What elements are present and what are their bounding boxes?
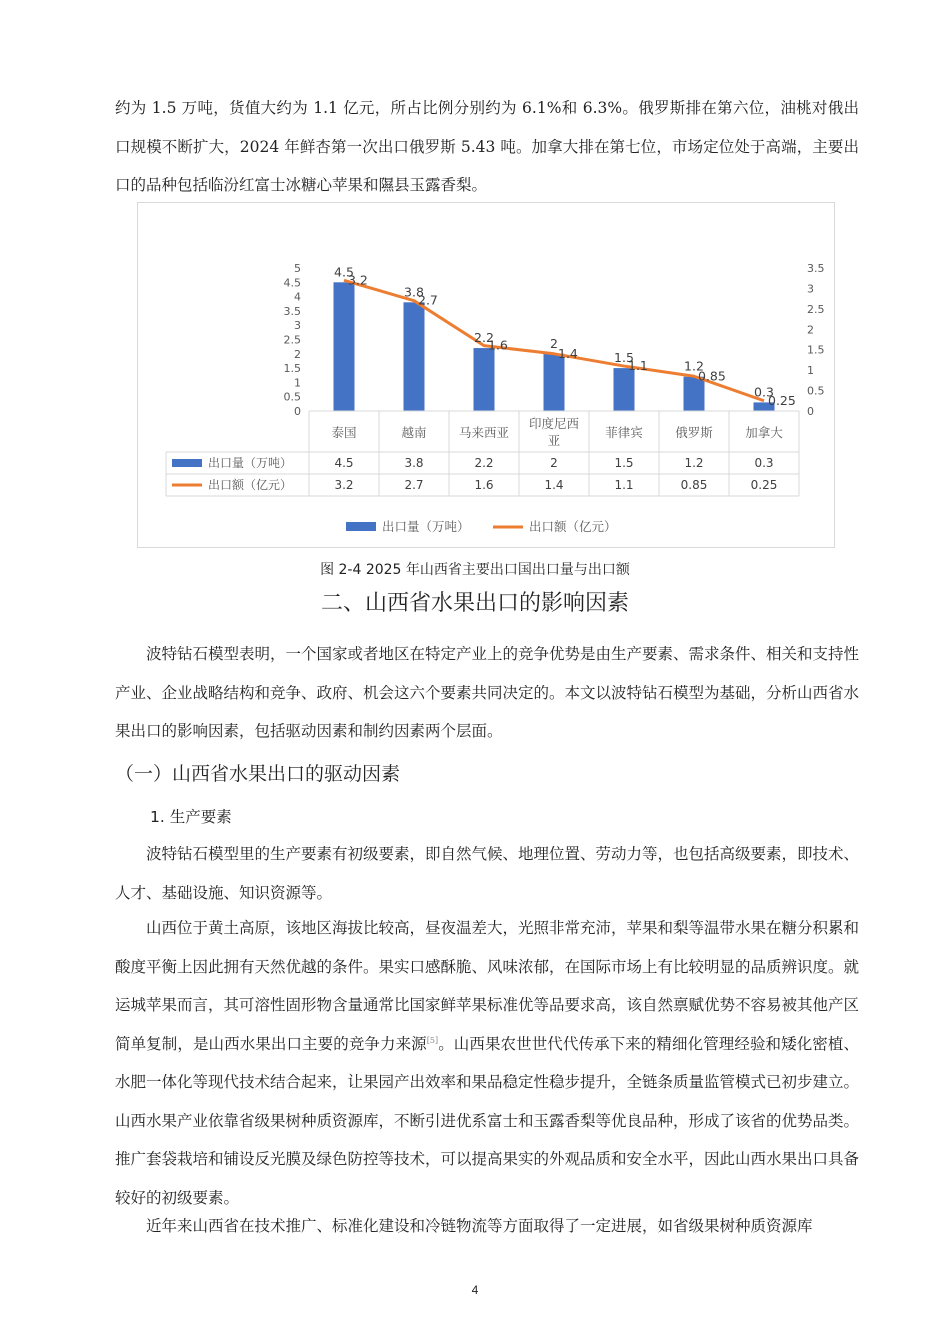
line-data-label: 0.85 <box>698 368 726 384</box>
line-data-label: 3.2 <box>348 272 368 288</box>
table-series-name: 出口量（万吨） <box>208 456 293 470</box>
left-axis-tick-label: 2 <box>294 347 301 361</box>
line-data-label: 0.25 <box>768 392 796 408</box>
table-cell: 0.25 <box>750 478 778 492</box>
table-cell: 0.3 <box>754 456 774 470</box>
intro-paragraph: 约为 1.5 万吨，货值大约为 1.1 亿元，所占比例分别约为 6.1%和 6.3%。俄罗斯排在第六位，油桃对俄出口规模不断扩大，2024 年鲜杏第一次出口俄罗斯 5.43 吨。加拿大排在第七位，市场定位处于高端，主要出口的品种包括临汾红富士冰糖心苹果和隰县玉露香梨。 <box>115 99 859 194</box>
left-axis-tick-label: 1.5 <box>283 362 301 376</box>
bar-data-label: 0.3 <box>754 384 774 400</box>
category-label: 加拿大 <box>745 425 783 440</box>
left-axis-tick-label: 3 <box>294 319 301 333</box>
table-legend-key <box>172 459 202 467</box>
bar-4 <box>614 368 635 411</box>
left-axis-tick-label: 1 <box>294 376 301 390</box>
left-axis-tick-label: 0 <box>294 405 301 418</box>
table-cell: 1.1 <box>614 478 634 492</box>
table-cell: 1.4 <box>544 478 564 492</box>
category-label: 越南 <box>401 425 427 440</box>
table-cell: 3.8 <box>404 456 424 470</box>
category-label: 马来西亚 <box>458 425 510 440</box>
bar-2 <box>474 348 495 411</box>
legend-key-bar <box>346 522 376 531</box>
bar-3 <box>544 354 565 411</box>
category-label: 菲律宾 <box>605 425 643 440</box>
line-data-label: 1.4 <box>558 345 578 361</box>
chart-container <box>137 202 835 548</box>
left-axis-tick-label: 4.5 <box>283 276 301 290</box>
table-cell: 4.5 <box>334 456 354 470</box>
bar-data-label: 2.2 <box>474 330 494 346</box>
section-title: 二、山西省水果出口的影响因素 <box>320 591 629 616</box>
export-chart <box>138 203 834 547</box>
category-label: 印度尼西 <box>528 416 580 431</box>
legend-label: 出口量（万吨） <box>382 519 470 534</box>
bar-data-label: 2 <box>550 335 558 351</box>
left-axis-tick-label: 3.5 <box>283 304 301 318</box>
table-cell: 1.2 <box>684 456 704 470</box>
line-data-label: 1.6 <box>488 337 508 353</box>
paragraph-2 <box>115 909 859 1217</box>
figure-caption: 图 2-4 2025 年山西省主要出口国出口量与出口额 <box>320 562 630 578</box>
bar-data-label: 4.5 <box>334 264 354 280</box>
category-label: 泰国 <box>331 425 357 440</box>
subsection-title: （一）山西省水果出口的驱动因素 <box>115 763 401 785</box>
bar-1 <box>404 302 425 411</box>
left-axis-tick-label: 2.5 <box>283 333 301 347</box>
left-axis-tick-label: 0.5 <box>283 390 301 404</box>
bar-data-label: 3.8 <box>404 284 424 300</box>
table-cell: 2.7 <box>404 478 424 492</box>
category-label: 俄罗斯 <box>675 425 713 440</box>
right-axis-tick-label: 1 <box>807 364 814 378</box>
section-intro: 波特钻石模型表明，一个国家或者地区在特定产业上的竞争优势是由生产要素、需求条件、相关和支持性产业、企业战略结构和竞争、政府、机会这六个要素共同决定的。本文以波特钻石模型为基础，分析山西省水果出口的影响因素，包括驱动因素和制约因素两个层面。 <box>115 645 860 740</box>
left-axis-tick-label: 5 <box>294 262 301 275</box>
right-axis-tick-label: 2 <box>807 323 814 337</box>
page-number: 4 <box>471 1283 479 1297</box>
table-cell: 2 <box>550 456 558 470</box>
right-axis-tick-label: 3.5 <box>807 262 825 275</box>
paragraph-3: 近年来山西省在技术推广、标准化建设和冷链物流等方面取得了一定进展，如省级果树种质资源库 <box>146 1217 813 1235</box>
right-axis-tick-label: 3 <box>807 282 814 296</box>
bar-0 <box>334 282 355 411</box>
line-data-label: 1.1 <box>628 358 648 374</box>
right-axis-tick-label: 2.5 <box>807 302 825 316</box>
table-cell: 1.5 <box>614 456 634 470</box>
citation-ref[interactable]: [5] <box>426 1035 439 1045</box>
table-cell: 1.6 <box>474 478 494 492</box>
right-axis-tick-label: 0 <box>807 405 814 418</box>
left-axis-tick-label: 4 <box>294 290 301 304</box>
right-axis-tick-label: 1.5 <box>807 343 825 357</box>
legend-label: 出口额（亿元） <box>529 519 617 534</box>
bar-data-label: 1.5 <box>614 350 634 366</box>
paragraph-1: 波特钻石模型里的生产要素有初级要素，即自然气候、地理位置、劳动力等，也包括高级要素，即技术、人才、基础设施、知识资源等。 <box>115 845 860 902</box>
bar-data-label: 1.2 <box>684 358 704 374</box>
line-data-label: 2.7 <box>418 292 438 308</box>
table-cell: 0.85 <box>680 478 708 492</box>
subsubsection-title: 1. 生产要素 <box>150 808 232 826</box>
paragraph-2-text-b: 。山西果农世世代代传承下来的精细化管理经验和矮化密植、水肥一体化等现代技术结合起来，让果园产出效率和果品稳定性稳步提升，全链条质量监管模式已初步建立。山西水果产业依靠省级果树种质资源库，不断引进优系富士和玉露香梨等优良品种，形成了该省的优势品类。推广套袋栽培和铺设反光膜及绿色防控等技术，可以提高果实的外观品质和安全水平，因此山西水果出口具备较好的初级要素。 <box>115 1034 860 1207</box>
right-axis-tick-label: 0.5 <box>807 384 825 398</box>
table-cell: 3.2 <box>334 478 354 492</box>
table-series-name: 出口额（亿元） <box>208 478 293 492</box>
paragraph-2-text-a: 山西位于黄土高原，该地区海拔比较高，昼夜温差大，光照非常充沛，苹果和梨等温带水果在糖分积累和酸度平衡上因此拥有天然优越的条件。果实口感酥脆、风味浓郁，在国际市场上有比较明显的品质辨识度。就运城苹果而言，其可溶性固形物含量通常比国家鲜苹果标准优等品要求高，该自然禀赋优势不容易被其他产区简单复制，是山西水果出口主要的竞争力来源 <box>115 919 860 1053</box>
table-cell: 2.2 <box>474 456 494 470</box>
category-label: 亚 <box>547 433 561 448</box>
